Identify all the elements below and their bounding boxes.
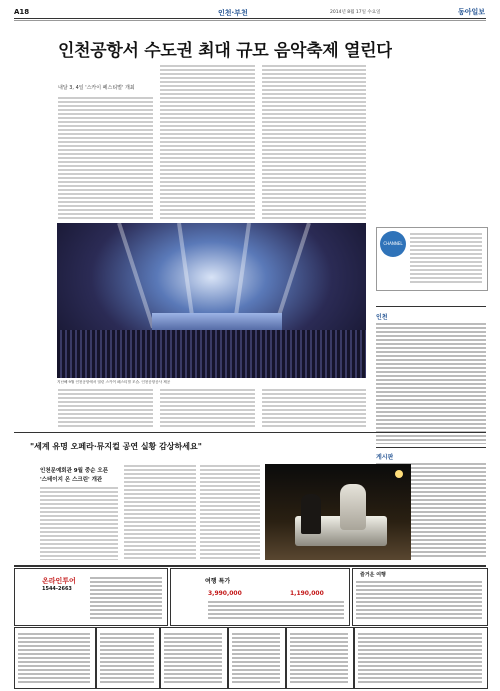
ad-cell-3-text bbox=[164, 632, 222, 684]
tour-special-title: 여행 특가 bbox=[205, 578, 231, 585]
masthead: 동아일보 bbox=[458, 8, 486, 16]
tour-special-text bbox=[208, 600, 344, 620]
ad-cell-4-text bbox=[232, 632, 280, 684]
ad-cell-5-text bbox=[290, 632, 348, 684]
article-body-col6 bbox=[262, 388, 366, 428]
article2-body-col2 bbox=[124, 464, 196, 560]
sidebar-title-board: 게시판 bbox=[376, 454, 394, 461]
section-title: 인천·부천 bbox=[218, 9, 248, 17]
header-rule-thin bbox=[14, 20, 486, 21]
article2-body-col1 bbox=[40, 486, 118, 560]
article-body-col2 bbox=[160, 64, 255, 220]
sidebar-ad-text bbox=[410, 232, 482, 284]
online-tour-text bbox=[90, 576, 162, 620]
article2-subhead-1: 인천문예회관 9월 중순 오픈 bbox=[40, 468, 109, 474]
ad-divider bbox=[14, 565, 486, 567]
photo-caption: 지난해 9월 인천공항에서 열린 스카이 페스티벌 모습. 인천공항공사 제공 bbox=[57, 380, 171, 384]
article2-body-col3 bbox=[200, 464, 260, 560]
channel-logo: CHANNEL bbox=[380, 231, 406, 257]
headline: 인천공항서 수도권 최대 규모 음악축제 열린다 bbox=[58, 41, 393, 61]
online-tour-phone: 1544-2663 bbox=[42, 586, 72, 592]
article2-headline: "세계 유명 오페라·뮤지컬 공연 실황 감상하세요" bbox=[30, 441, 202, 451]
article-body-col3 bbox=[262, 64, 366, 220]
sidebar-rule-2 bbox=[376, 447, 486, 448]
article-body-col5 bbox=[160, 388, 255, 428]
article-body-col4 bbox=[58, 388, 153, 428]
sidebar-title-incheon: 인천 bbox=[376, 314, 388, 321]
article-body-col1 bbox=[58, 96, 153, 220]
article2-subhead-2: '스테이지 온 스크린' 개관 bbox=[40, 477, 103, 483]
sidebar-rule-1 bbox=[376, 306, 486, 307]
tour-price-2: 1,190,000 bbox=[290, 590, 324, 597]
online-tour-title: 온라인투어 bbox=[42, 577, 76, 585]
sidebar-news-text bbox=[376, 322, 486, 444]
concert-photo bbox=[57, 223, 366, 378]
issue-date: 2014년 8월 17일 수요일 bbox=[330, 10, 381, 15]
tour-price-1: 3,990,000 bbox=[208, 590, 242, 597]
ad-cell-6-text bbox=[358, 632, 482, 684]
section-divider bbox=[14, 432, 486, 433]
page-number: A18 bbox=[14, 8, 30, 16]
ad-cell-1-text bbox=[18, 632, 90, 684]
header-rule bbox=[14, 18, 486, 19]
subhead-line-1: 내달 3, 4일 '스카이 페스티벌' 개최 bbox=[58, 85, 135, 91]
right-tour-text bbox=[356, 580, 482, 620]
ad-cell-2-text bbox=[100, 632, 154, 684]
right-tour-title: 즐거운 여행 bbox=[360, 572, 386, 578]
opera-photo bbox=[265, 464, 411, 560]
